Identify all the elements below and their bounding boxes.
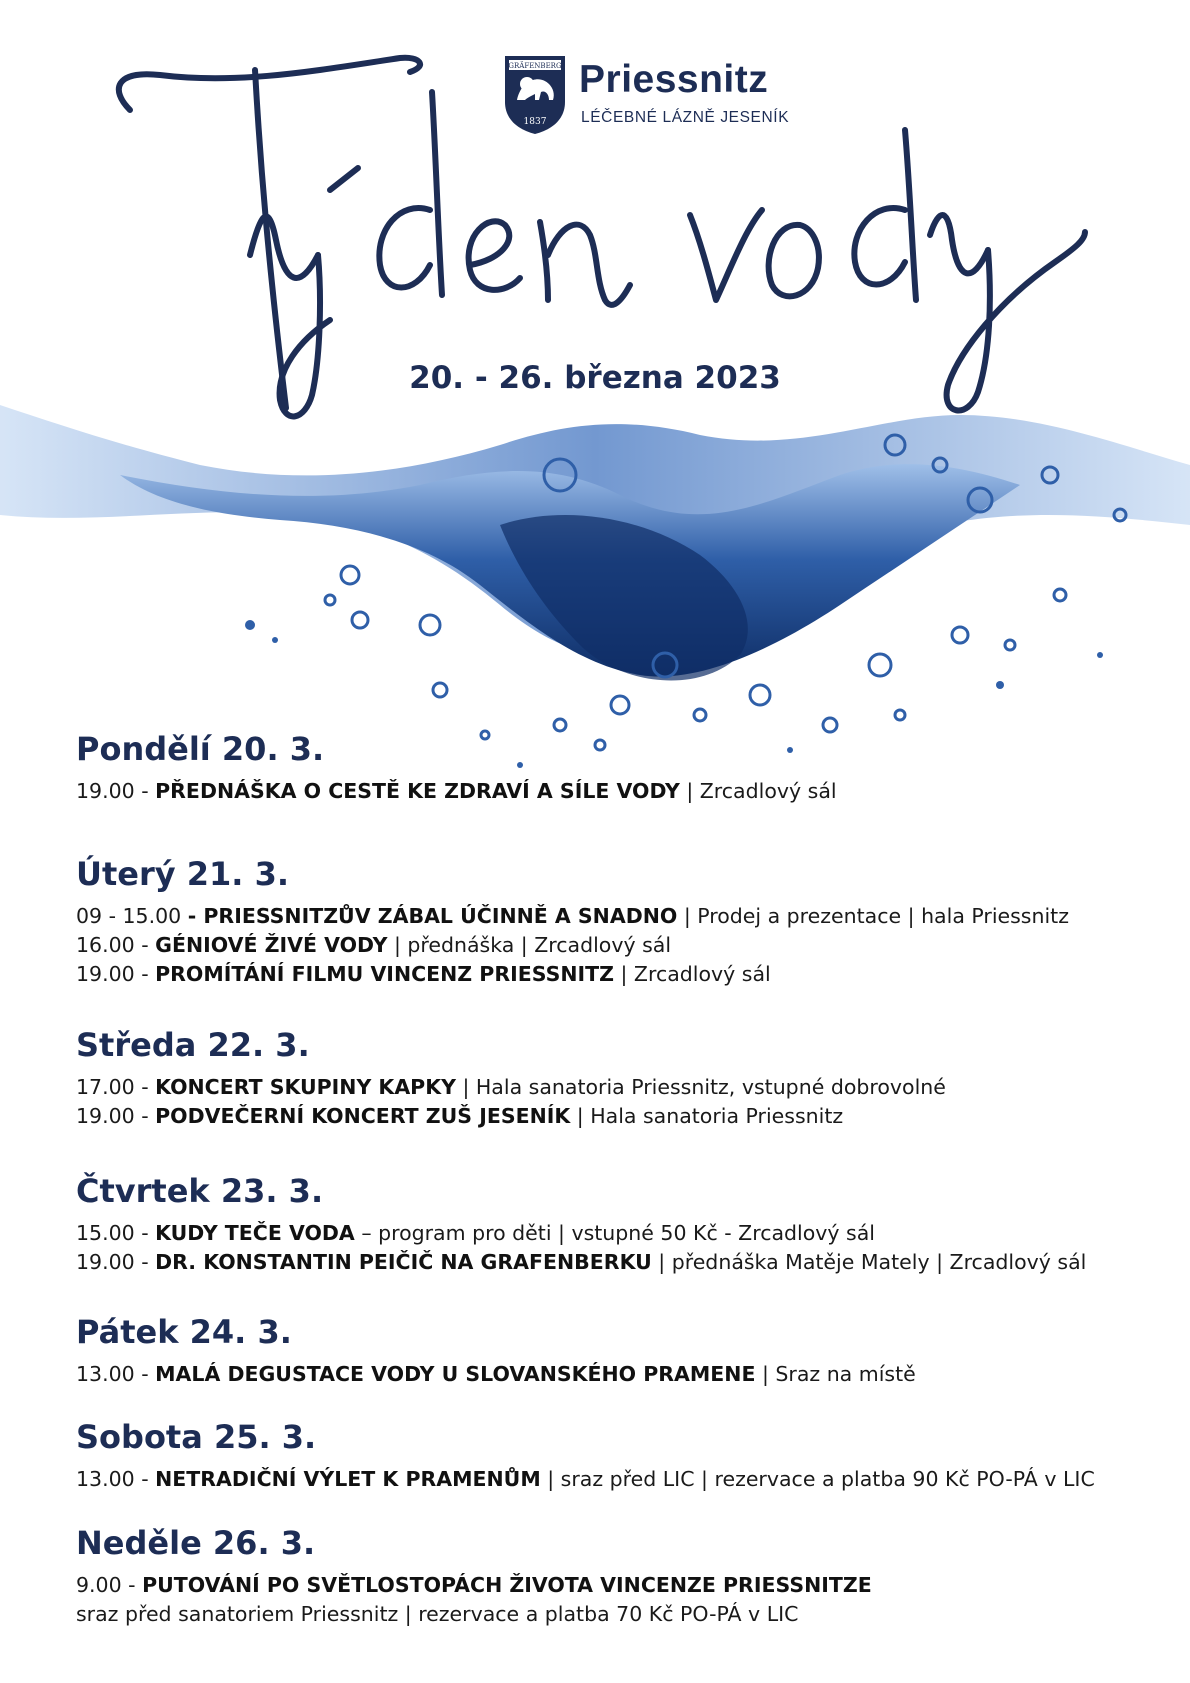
day-sunday — [76, 1521, 872, 1629]
event-time: 19.00 - — [76, 1104, 156, 1128]
event-name: MALÁ DEGUSTACE VODY U SLOVANSKÉHO PRAMENE — [155, 1362, 756, 1386]
day-saturday — [76, 1415, 1095, 1494]
day-thursday — [76, 1169, 1086, 1277]
event-name: - PRIESSNITZŮV ZÁBAL ÚČINNĚ A SNADNO — [187, 904, 678, 928]
event-line — [76, 1360, 916, 1389]
day-title: Úterý 21. 3. — [76, 855, 290, 893]
event-line — [76, 777, 837, 806]
shield-top-text: GRÄFENBERG — [508, 62, 562, 70]
event-details: | přednáška | Zrcadlový sál — [387, 933, 672, 957]
brand-subtitle: LÉČEBNÉ LÁZNĚ JESENÍK — [581, 109, 790, 126]
event-details: | Hala sanatoria Priessnitz — [570, 1104, 844, 1128]
event-time: 19.00 - — [76, 962, 156, 986]
event-line — [76, 1571, 872, 1600]
event-line — [76, 1465, 1095, 1494]
event-time: 19.00 - — [76, 1250, 156, 1274]
event-line — [76, 960, 1069, 989]
day-title: Pondělí 20. 3. — [76, 730, 325, 768]
event-name: GÉNIOVÉ ŽIVÉ VODY — [155, 933, 388, 957]
event-line — [76, 1248, 1086, 1277]
day-title: Neděle 26. 3. — [76, 1524, 316, 1562]
shield-year-text: 1837 — [523, 117, 547, 127]
event-name: PŘEDNÁŠKA O CESTĚ KE ZDRAVÍ A SÍLE VODY — [155, 779, 680, 803]
event-details: – program pro děti | vstupné 50 Kč - Zrcadlový sál — [354, 1221, 875, 1245]
event-name: PODVEČERNÍ KONCERT ZUŠ JESENÍK — [155, 1104, 571, 1128]
day-monday — [76, 727, 837, 806]
brand-name: Priessnitz — [579, 58, 769, 101]
event-details: sraz před sanatoriem Priessnitz | rezervace a platba 70 Kč PO-PÁ v LIC — [76, 1602, 799, 1626]
event-name: NETRADIČNÍ VÝLET K PRAMENŮM — [155, 1467, 541, 1491]
day-title: Čtvrtek 23. 3. — [76, 1172, 324, 1210]
event-details: | přednáška Matěje Mately | Zrcadlový sál — [651, 1250, 1087, 1274]
event-name: DR. KONSTANTIN PEIČIČ NA GRAFENBERKU — [155, 1250, 652, 1274]
event-time: 13.00 - — [76, 1362, 156, 1386]
event-time: 17.00 - — [76, 1075, 156, 1099]
event-name: KUDY TEČE VODA — [155, 1221, 355, 1245]
event-line — [76, 1219, 1086, 1248]
event-time: 15.00 - — [76, 1221, 156, 1245]
event-line — [76, 1102, 946, 1131]
event-details: | Zrcadlový sál — [613, 962, 771, 986]
day-tuesday — [76, 852, 1069, 989]
event-name: PUTOVÁNÍ PO SVĚTLOSTOPÁCH ŽIVOTA VINCENZE PRIESSNITZE — [142, 1573, 872, 1597]
day-wednesday — [76, 1023, 946, 1131]
event-line — [76, 931, 1069, 960]
day-title: Pátek 24. 3. — [76, 1313, 292, 1351]
event-details: | Prodej a prezentace | hala Priessnitz — [677, 904, 1069, 928]
event-line — [76, 902, 1069, 931]
event-line — [76, 1600, 872, 1629]
event-details: | sraz před LIC | rezervace a platba 90 Kč PO-PÁ v LIC — [540, 1467, 1095, 1491]
event-time: 9.00 - — [76, 1573, 143, 1597]
event-time: 16.00 - — [76, 933, 156, 957]
event-details: | Sraz na místě — [755, 1362, 916, 1386]
event-line — [76, 1073, 946, 1102]
event-details: | Zrcadlový sál — [679, 779, 837, 803]
event-name: KONCERT SKUPINY KAPKY — [155, 1075, 456, 1099]
event-time: 13.00 - — [76, 1467, 156, 1491]
day-title: Středa 22. 3. — [76, 1026, 310, 1064]
event-dates: 20. - 26. března 2023 — [409, 360, 781, 396]
event-details: | Hala sanatoria Priessnitz, vstupné dobrovolné — [455, 1075, 946, 1099]
day-friday — [76, 1310, 916, 1389]
event-time: 09 - 15.00 — [76, 904, 188, 928]
event-name: PROMÍTÁNÍ FILMU VINCENZ PRIESSNITZ — [155, 962, 614, 986]
event-time: 19.00 - — [76, 779, 156, 803]
day-title: Sobota 25. 3. — [76, 1418, 317, 1456]
